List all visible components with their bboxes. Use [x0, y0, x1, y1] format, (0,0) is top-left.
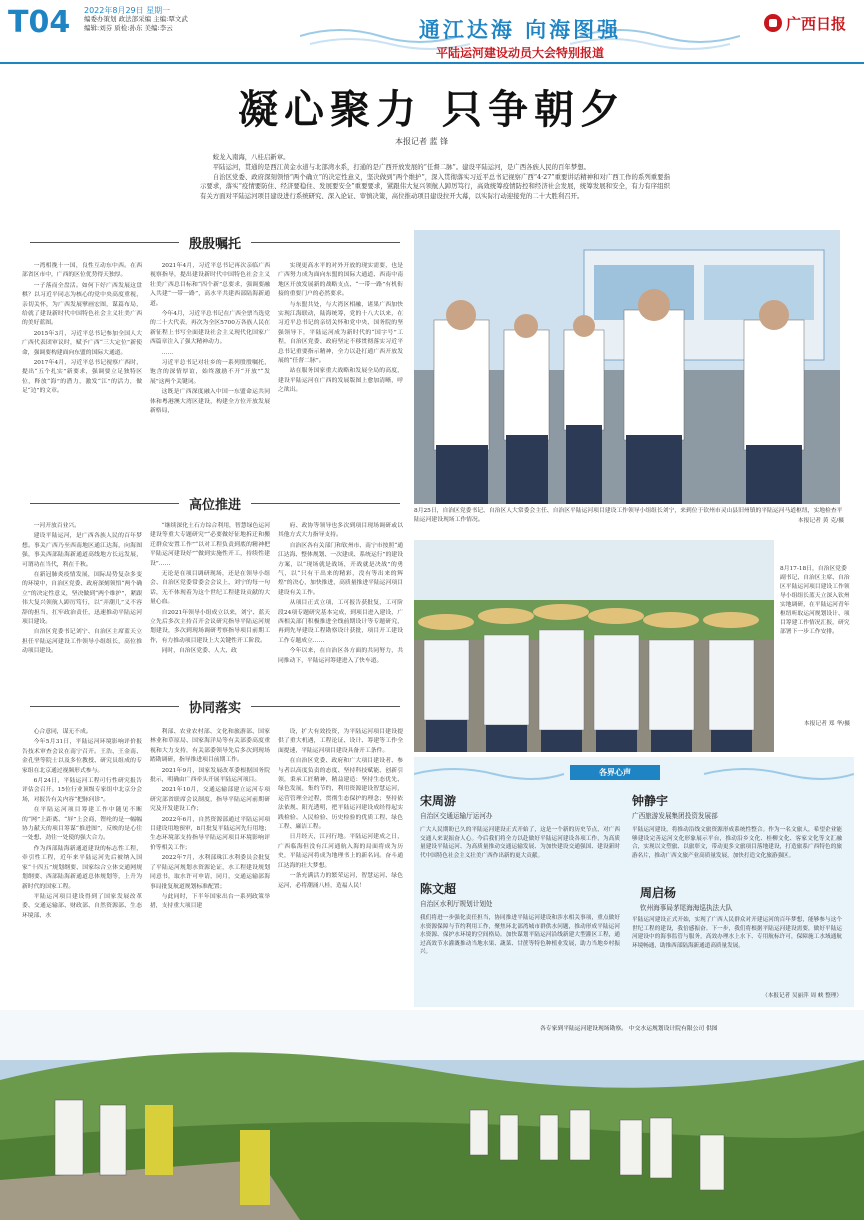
paragraph: 在自治区党委、政府和广大项目建设者、参与者以高度负责的态度、坚持科技赋能、创新引领，秉承工匠精神，精益建造：坚持生态优先、绿色发展，集约节约，利用资源建设智慧运河，运营管理全过程，贯彻生态保护的理念；坚持依法依规、阳光透明，把平陆运河建设成经得起实践检验、人民检验、历史检验的优质工程、绿色工程、廉洁工程。 — [278, 758, 403, 831]
banner-title: 通江达海 向海图强 — [418, 18, 622, 42]
text-column — [22, 522, 142, 692]
paragraph: 2015年3月，习近平总书记参加全国人大广西代表团审议时，赋予广西“三大定位”新使命，强调要构建面向东盟的国际大通道。 — [22, 330, 142, 356]
paragraph: 2022年6月，自然资源部通过平陆运河项目建设用地预审，8月批复平陆运河先行用地；生态环境部支持指导平陆运河项目环境影响评价等相关工作； — [150, 816, 270, 851]
paragraph: 建设平陆运河，是广西各族人民的百年梦想。事关广西乃至西南地区通江达海，向海图强，事关西部陆海新通道高线地方长远发展，可谓功在当代，利在千秋。 — [22, 533, 142, 568]
paragraph: 2017年4月，习近平总书记视察广西时，提出“五个扎实”新要求，强调要立足独特区位，释放“海”的潜力，激发“江”的活力，做足“边”的文章。 — [22, 360, 142, 395]
photo-illustration — [414, 230, 840, 504]
paragraph: 平陆运河项目建设得到了国家发展改革委、交通运输部、财政部、自然资源部、生态环境部、水 — [22, 893, 142, 919]
paragraph: 心合意同，谋无不成。 — [33, 729, 92, 735]
banner-subtitle: 平陆运河建设动员大会特别报道 — [435, 46, 604, 60]
paragraph: 2021年4月，习近平总书记再次亲临广西视察指导，提出建设新时代中国特色社会主义壮美广西总目标和“四个新”总要求，强调要融入共建“一带一路”，高水平共建西部陆海新通道。 — [150, 263, 270, 307]
article-intro — [200, 153, 670, 202]
voice-quote: 广大人民期盼已久的平陆运河建设正式开始了，这是一个新的历史节点，对广西交通人来说振奋人心。今后我们将全力以赴做好平陆运河建设各项工作，为高质量建设平陆运河、为高质量推动交通运输发展、为加快建设交通强国、建设新时代中国特色社会主义壮美广西作出新的更大贡献。 — [420, 827, 620, 859]
paragraph: 2021年9月，国家发展改革委根据国务院批示，明确由广西牵头开展平陆运河项目。 — [150, 767, 270, 784]
page-number: T04 — [8, 5, 71, 40]
text-column — [278, 262, 403, 487]
paragraph: 设，扩大有效投资，为平陆运河项目建设提供了重大机遇，工程论证、设计、筹建等工作全面提速，平陆运河项目建设具备开工条件。 — [278, 729, 403, 754]
text-column — [278, 728, 403, 1003]
divider — [251, 706, 400, 707]
text-column — [150, 728, 270, 1003]
special-banner — [300, 6, 740, 58]
section-title: 高位推进 — [189, 497, 242, 513]
photo-caption: 8月25日，自治区党委书记、自治区人大常委会主任、自治区平陆运河项目建设工作领导小组组长刘宁，来到位于钦州市灵山县旧州镇的平陆运河马道枢纽，实地检查平陆运河建设现场工作情况。 — [414, 508, 843, 523]
photo-illustration — [0, 1010, 864, 1220]
paragraph: 一子落而全盘活。如何下好广西发展这盘棋？以习近平同志为核心的党中央高度重视，亲切关怀，为广西发展擘画宏图，谋篇布局，给就了建设新时代中国特色社会主义壮美广西的美好蓝图。 — [22, 282, 142, 327]
paragraph: 在平陆运河项目筹建工作中随见不断的“网”上距离、“屏”上会商，铿纶的是一幅幅协力献天的项目筹谋“推进图”，反映的是心往一处想、劲往一处使的强大合力。 — [22, 807, 142, 842]
section-title: 殷殷嘱托 — [189, 236, 242, 252]
masthead-meta — [84, 6, 284, 33]
voice-name: 钟静宇 — [632, 794, 669, 808]
paragraph: 同时，自治区党委、人大、政 — [161, 648, 237, 655]
paragraph: 自2021年领导小组成立以来，刘宁、蓝天立先后多次主持召开会议研究指导平陆运河规划建设，多次到现场调研考察指导项目前期工作，有力推动项目建设上大关键性开工阶段。 — [150, 609, 270, 644]
paragraph: 无论是在项目调研现场，还是在领导小组会、自治区党委常委会会议上，刘宁的每一句话，无不体现着为这个世纪工程建设贡献的大量心血。 — [150, 571, 270, 606]
paragraph: 一河开放百业兴。 — [33, 523, 80, 529]
paragraph: 6月24日，平陆运河工程可行性研究报告评估会召开。15位行业顶级专家组中北京分会场，对报告有关内容“把脉问诊”。 — [22, 778, 142, 803]
paragraph: 一条充满活力的繁荣运河，智慧运河、绿色运河，必将潮涌八桂，造福人民！ — [278, 873, 403, 889]
text-column — [22, 262, 142, 487]
voice-quote: 我们将进一步强化责任担当，协同推进平陆运河建设和涉水相关事项，重点做好水资源保障与节约利用工作，聚焦环北部湾城市群供水问题，推动形成平陆运河水资源、保护水环境的空间格局。加快谋划平陆运河沿线新建大型灌区工程，通过高效节水灌溉推动当地水果、蔬菜、甘蔗等特色种植业发展，助力当地乡村振兴。 — [420, 915, 620, 956]
section-heading — [20, 492, 410, 514]
paragraph: 2021年10月，交通运输部建立运河专项研究部省联席会议制度，指导平陆运河前期研究及开发建设工作； — [150, 787, 270, 813]
voice-name: 陈文超 — [420, 882, 457, 896]
divider — [30, 706, 179, 707]
divider — [30, 242, 179, 243]
photo-site-survey — [414, 540, 774, 752]
voice-quote: 平陆运河建设，将推动沿线文旅资源形成系统性整合。作为一名文旅人，希望企业能够建设完善运河文化形象展示平台，推动沿乡文化、桂柳文化、客家文化等文汇融合，实现以文塑旅、以旅彰文，带动更多文旅项目落地建设，打造旅系广西特色的旅游名片，推动广西文旅产业高质量发展，加快打造文化旅游强区。 — [632, 827, 842, 859]
photo-caption — [540, 1025, 840, 1034]
paragraph: 自治区各有关部门和钦州市、南宁市按照“通江达海、整体规划、一次建成、系统运行”的建设方案，以“现场就是战场，开战就是决战”的勇气，以“只有干出来的精彩，没有等出来的辉煌”的决心，加快推进，高质量推进平陆运河项目建设有关工作。 — [278, 542, 403, 596]
editors-line-1: 编委办策划 政法部采编 主编:覃文武 — [84, 15, 188, 23]
paragraph: 作为西部陆海新通道建设的标志性工程，牵引性工程，近年来平陆运河先后被纳入国家“十四五”规划纲要、国家综合立体交通网规划纲要、西部陆海新通道总体规划等，上升为新时代的国家工程。 — [22, 845, 142, 890]
voice-name: 周启杨 — [640, 886, 677, 900]
intro-paragraph: 平陆运河，贯通的是西江黄金水道与北部湾水系，打通的是广西开放发展的“任督二脉”。建设平陆运河，是广西各族人民的百年梦想。 — [212, 162, 590, 171]
paragraph: 今年4月，习近平总书记在广西全票当选党的二十大代表，再次为全区5700万各族人民在新征程上书写全面建设社会主义现代化国家广西篇章注入了强大精神动力。 — [150, 311, 270, 346]
logo-icon — [764, 14, 782, 32]
paragraph: 在新冠肺炎疫情发展，国际局势复杂多变的环境中，自治区党委、政府深刻领悟“两个确立”的决定性意义，坚决做到“两个维护”，紧跟伟大复兴领航人踔厉笃行，以“弄潮儿”义不容辞的担当，扛牢政治责任，迅速推动平陆运河项目建设。 — [22, 572, 142, 626]
photo-officials-inspection — [414, 230, 840, 504]
section-heading — [20, 231, 410, 253]
paragraph: 一湾相挽十一国，良性互动东中西。在西部省区市中，广西的区位优势得天独厚。 — [22, 263, 142, 279]
section-heading — [20, 695, 410, 717]
voice-name: 宋周游 — [420, 794, 457, 808]
photo-credit: 中交水运规划设计院有限公司 供图 — [628, 1026, 718, 1032]
newspaper-logo — [764, 10, 858, 36]
photo-expert-survey — [0, 1010, 864, 1220]
photo-credit: 本报记者 郑 华/摄 — [803, 721, 850, 727]
paragraph: 从项目正式立项，工可报告获批复，工可阶段24项专题研究基本完成，到项目进入建设，广西相关部门积极推进全线前期设计等专题研究，再到先导建设工程勘察设计获批，项目开工建设工作专题成立…… — [278, 600, 403, 644]
divider — [30, 503, 179, 504]
paragraph: 今年以来，在自治区各方面的共同努力，共同推动下，平陆运河筹建进入了快车道。 — [278, 648, 403, 664]
voice-title: 钦州海事局茅尾海海巡执法大队 — [640, 904, 733, 912]
article-byline: 本报记者 蓝 锋 — [395, 137, 449, 146]
paragraph: 站在服务国家重大战略和发展全局的高度，建设平陆运河在广西的发展版图上愈加清晰，呼之欲出。 — [278, 368, 403, 394]
header-rule — [0, 62, 864, 64]
voice-title: 自治区水利厅规划计划处 — [420, 900, 493, 908]
intro-paragraph: 自治区党委、政府深刻领悟“两个确立”的决定性意义，坚决做到“两个维护”，深入贯彻落实习近平总书记视察广西“4·27”重要讲话精神和对广西工作的系列重要指示要求，落实“疫情要防住、经济要稳住、发展要安全”重要要求，紧跟伟大复兴领航人踔厉笃行，高效统筹疫情防控和经济社会发展，统筹发展和安全，有力有序组织有关方面对平陆运河项目建设进行系统研究、深入论证、审慎决策，高位推动项目建设拉开大幕，以实际行动迎接党的二十大胜利召开。 — [200, 172, 670, 201]
photo-illustration — [414, 540, 774, 752]
paragraph: 自治区党委书记刘宁、自治区主席蓝天立担任平陆运河建设工作领导小组组长，高位推动项目建设。 — [22, 629, 142, 655]
photo-credit: 本报记者 黄 克/摄 — [797, 518, 844, 524]
intro-paragraph: 蛟龙入南海，八桂启新章。 — [212, 153, 290, 161]
voices-footer: （本报记者 吴丽萍 周 峡 整理） — [762, 993, 842, 999]
voice-quote: 平陆运河建设正式开始，实现了广西人民群众对开建运河的百年梦想，能够参与这个世纪工程的建设，我倍感振奋。下一步，我们将根据平陆运河建设需要，做好平陆运河建设中的海事监管与服务，高效办理水上水下、专用航标许可，保障施工水域通航环境畅通，助推西部陆海新通道高质量发展。 — [632, 917, 842, 949]
paragraph: …… — [161, 349, 174, 356]
paragraph: “继续深化土石方综合利用，智慧绿色运河建设等重大专题研究”“必要做好征地拆迁和搬迁群众安置工作”“以对工程负责到底的精神把平陆运河建设好”“做到实施性开工，持续性建设”…… — [150, 523, 270, 567]
voice-title: 广西旅游发展集团投资发展部 — [632, 812, 718, 820]
voices-tag: 各界心声 — [570, 765, 660, 780]
article-headline: 凝心聚力 只争朝夕 — [238, 87, 626, 133]
photo-caption-text: 各专家到平陆运河建设现场勘察。 — [540, 1026, 627, 1032]
logo-text: 广西日报 — [786, 14, 847, 33]
text-column — [22, 728, 142, 1003]
paragraph: 与此同时，下半年国家出台一系列政策举措，支持重大项目建 — [150, 893, 270, 910]
paragraph: 利部、农业农村部、文化和旅游部、国家林业和草原局、国家海洋局等有关部委高度重视和大力支持，有关部委领导先后多次到现场踏勘调研，指导推进项目前期工作。 — [150, 729, 270, 764]
section-title: 协同落实 — [189, 700, 242, 716]
paragraph: 日月经天，江河行地。平陆运河建成之日，广西临海但没有江河通航入海的局面将成为历史，平陆运河将成为地理书上的新名词。奋斗通江达海的壮大梦想。 — [278, 834, 403, 869]
paragraph: 习近平总书记对壮乡的一系列殷殷嘱托，饱含的深情厚谊，始终激励不开“开放”“发展”这两个关键词。 — [150, 360, 270, 385]
voice-title: 自治区交通运输厅运河办 — [420, 812, 493, 820]
photo-caption: 8月17-18日，自治区党委副书记、自治区主席、自治区平陆运河项目建设工作领导小组组长蓝天立深入钦州实地调研，在平陆运河青年枢纽听取运河规划设计、项目筹建工作情况汇报，研究部署下一步工作安排。 — [780, 566, 850, 635]
paragraph: 2022年7月，水利部珠江水利委员会批复了平陆运河规划水资源论证，水工程建设规划同意书，取水许可申请，同月，交通运输部海事局批复航道规划标准配置； — [150, 855, 270, 890]
issue-date: 2022年8月29日 星期一 — [84, 6, 171, 15]
paragraph: 今年5月31日，平陆运河环境影响评价报告技术审查会议在南宁召开。王浩、王金南、金孔坚等院士以及多位教授、研究员组成的专家组在北京通过视频形式参与。 — [22, 739, 142, 774]
text-column — [278, 522, 403, 692]
paragraph: 实现更高水平的对外开放的现实需要，也是广西努力成为面向东盟的国际大通道、西南中南地区开放发展新的战略支点、“一带一路”有机衔接的重要门户的必然要求。 — [278, 263, 403, 298]
paragraph: 与东盟共处，与大湾区相融，诸果广西加快实现江海联动，陆海统筹，党的十八大以来，在习近平总书记的亲切关怀和党中央、国务院的坚强领导下，平陆运河成为新时代的“国字号”工程，自治区党委、政府坚定不移贯彻落实习近平总书记重要指示精神，全力以赴打通广西开放发展的“任督二脉”。 — [278, 301, 403, 365]
divider — [251, 503, 400, 504]
editors-line-2: 编辑:刘芬 质检:孙东 美编:李云 — [84, 24, 173, 32]
divider — [251, 242, 400, 243]
paragraph: 这既是广西深度融入中国一东盟命运共同体和粤港澳大湾区建设，构建全方位开放发展新格局， — [150, 389, 270, 415]
text-column — [150, 262, 270, 487]
paragraph: 府、政协等领导也多次到项目现场调研或以其他方式大力指导支持。 — [278, 523, 403, 539]
text-column — [150, 522, 270, 692]
